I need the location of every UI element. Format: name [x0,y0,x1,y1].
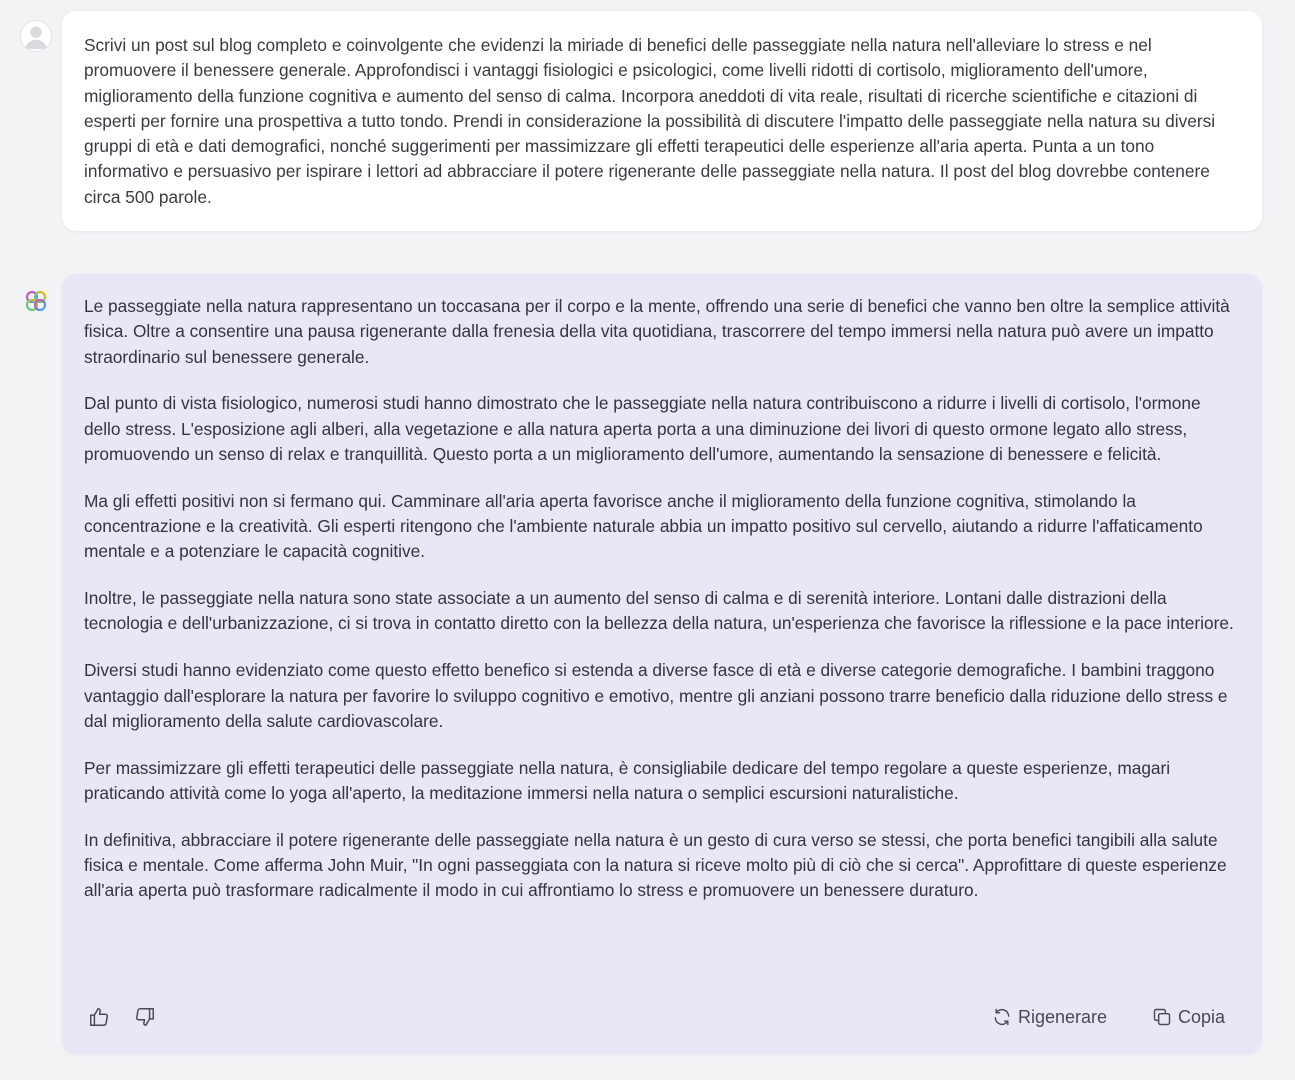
assistant-logo-icon [24,289,48,313]
copy-button[interactable] [1152,1000,1225,1034]
thumbs-down-icon [134,1006,156,1028]
copy-label: Copia [1178,1006,1226,1027]
like-button[interactable] [84,1002,114,1032]
regenerate-button[interactable] [992,1000,1107,1034]
regenerate-label: Rigenerare [1018,1006,1108,1027]
assistant-paragraph: Diversi studi hanno evidenziato come questo effetto benefico si estenda a diverse fasce di età e diverse categorie demografiche. I bambini traggono vantaggio dall'esplorare la natura per favorire lo sviluppo cognitivo e emotivo, mentre gli anziani possono trarre beneficio dalla riduzione dello stress e dal miglioramento della salute cardiovascolare. [84,660,1228,731]
assistant-paragraph: Inoltre, le passeggiate nella natura sono state associate a un aumento del senso di calma e di serenità interiore. Lontani dalle distrazioni della tecnologia e dell'urbanizzazione, ci si trova in contatto diretto con la bellezza della natura, un'esperienza che favorisce la riflessione e la pace interiore. [84,588,1234,634]
user-message [62,11,1262,231]
refresh-icon [992,1007,1012,1027]
thumbs-up-icon [88,1006,110,1028]
assistant-paragraph: Dal punto di vista fisiologico, numerosi studi hanno dimostrato che le passeggiate nella natura contribuiscono a ridurre i livelli di cortisolo, l'ormone dello stress. L'esposizione agli alberi, alla vegetazione e alla natura aperta porta a una diminuzione dei livori di questo ormone legato allo stress, promuovendo un senso di relax e tranquillità. Questo porta a un miglioramento dell'umore, aumentando la sensazione di benessere e felicità. [84,393,1201,464]
assistant-paragraph: Le passeggiate nella natura rappresentano un toccasana per il corpo e la mente, offrendo una serie di benefici che vanno ben oltre la semplice attività fisica. Oltre a consentire una pausa rigenerante dalla frenesia della vita quotidiana, trascorrere del tempo immersi nella natura può avere un impatto straordinario sul benessere generale. [84,296,1230,367]
assistant-message-text [84,294,1240,904]
assistant-paragraph: Per massimizzare gli effetti terapeutici delle passeggiate nella natura, è consigliabile dedicare del tempo regolare a queste esperienze, magari praticando attività come lo yoga all'aperto, la meditazione immersi nella natura o semplici escursioni naturalistiche. [84,757,1171,803]
assistant-message [62,274,1262,1054]
assistant-paragraph: Ma gli effetti positivi non si fermano qui. Camminare all'aria aperta favorisce anche il miglioramento della funzione cognitiva, stimolando la concentrazione e la creatività. Gli esperti ritengono che l'ambiente naturale abbia un impatto positivo sul cervello, aiutando a ridurre l'affaticamento mentale e a potenziare le capacità cognitive. [84,490,1203,562]
user-avatar-icon [20,20,52,52]
assistant-paragraph: In definitiva, abbracciare il potere rigenerante delle passeggiate nella natura è un gesto di cura verso se stessi, che porta benefici tangibili alla salute fisica e mentale. Come afferma John Muir, "In ogni passeggiata con la natura si riceve molto più di ciò che si cerca". Approfittare di queste esperienze all'aria aperta può trasformare radicalmente il modo in cui affrontiamo lo stress e promuovere un benessere duraturo. [84,829,1227,901]
copy-icon [1152,1007,1172,1027]
dislike-button[interactable] [130,1002,160,1032]
message-actions [62,994,1262,1038]
user-message-text: Scrivi un post sul blog completo e coinvolgente che evidenzi la miriade di benefici delle passeggiate nella natura nell'alleviare lo stress e nel promuovere il benessere generale. Approfondisci i vantaggi fisiologici e psicologici, come livelli ridotti di cortisolo, miglioramento dell'umore, miglioramento della funzione cognitiva e aumento del senso di calma. Incorpora aneddoti di vita reale, risultati di ricerche scientifiche e citazioni di esperti per fornire una prospettiva a tutto tondo. Prendi in considerazione la possibilità di discutere l'impatto delle passeggiate nella natura su diversi gruppi di età e dati demografici, nonché suggerimenti per massimizzare gli effetti terapeutici delle esperienze all'aria aperta. Punta a un tono informativo e persuasivo per ispirare i lettori ad abbracciare il potere rigenerante delle passeggiate nella natura. Il post del blog dovrebbe contenere circa 500 parole. [84,35,1216,207]
